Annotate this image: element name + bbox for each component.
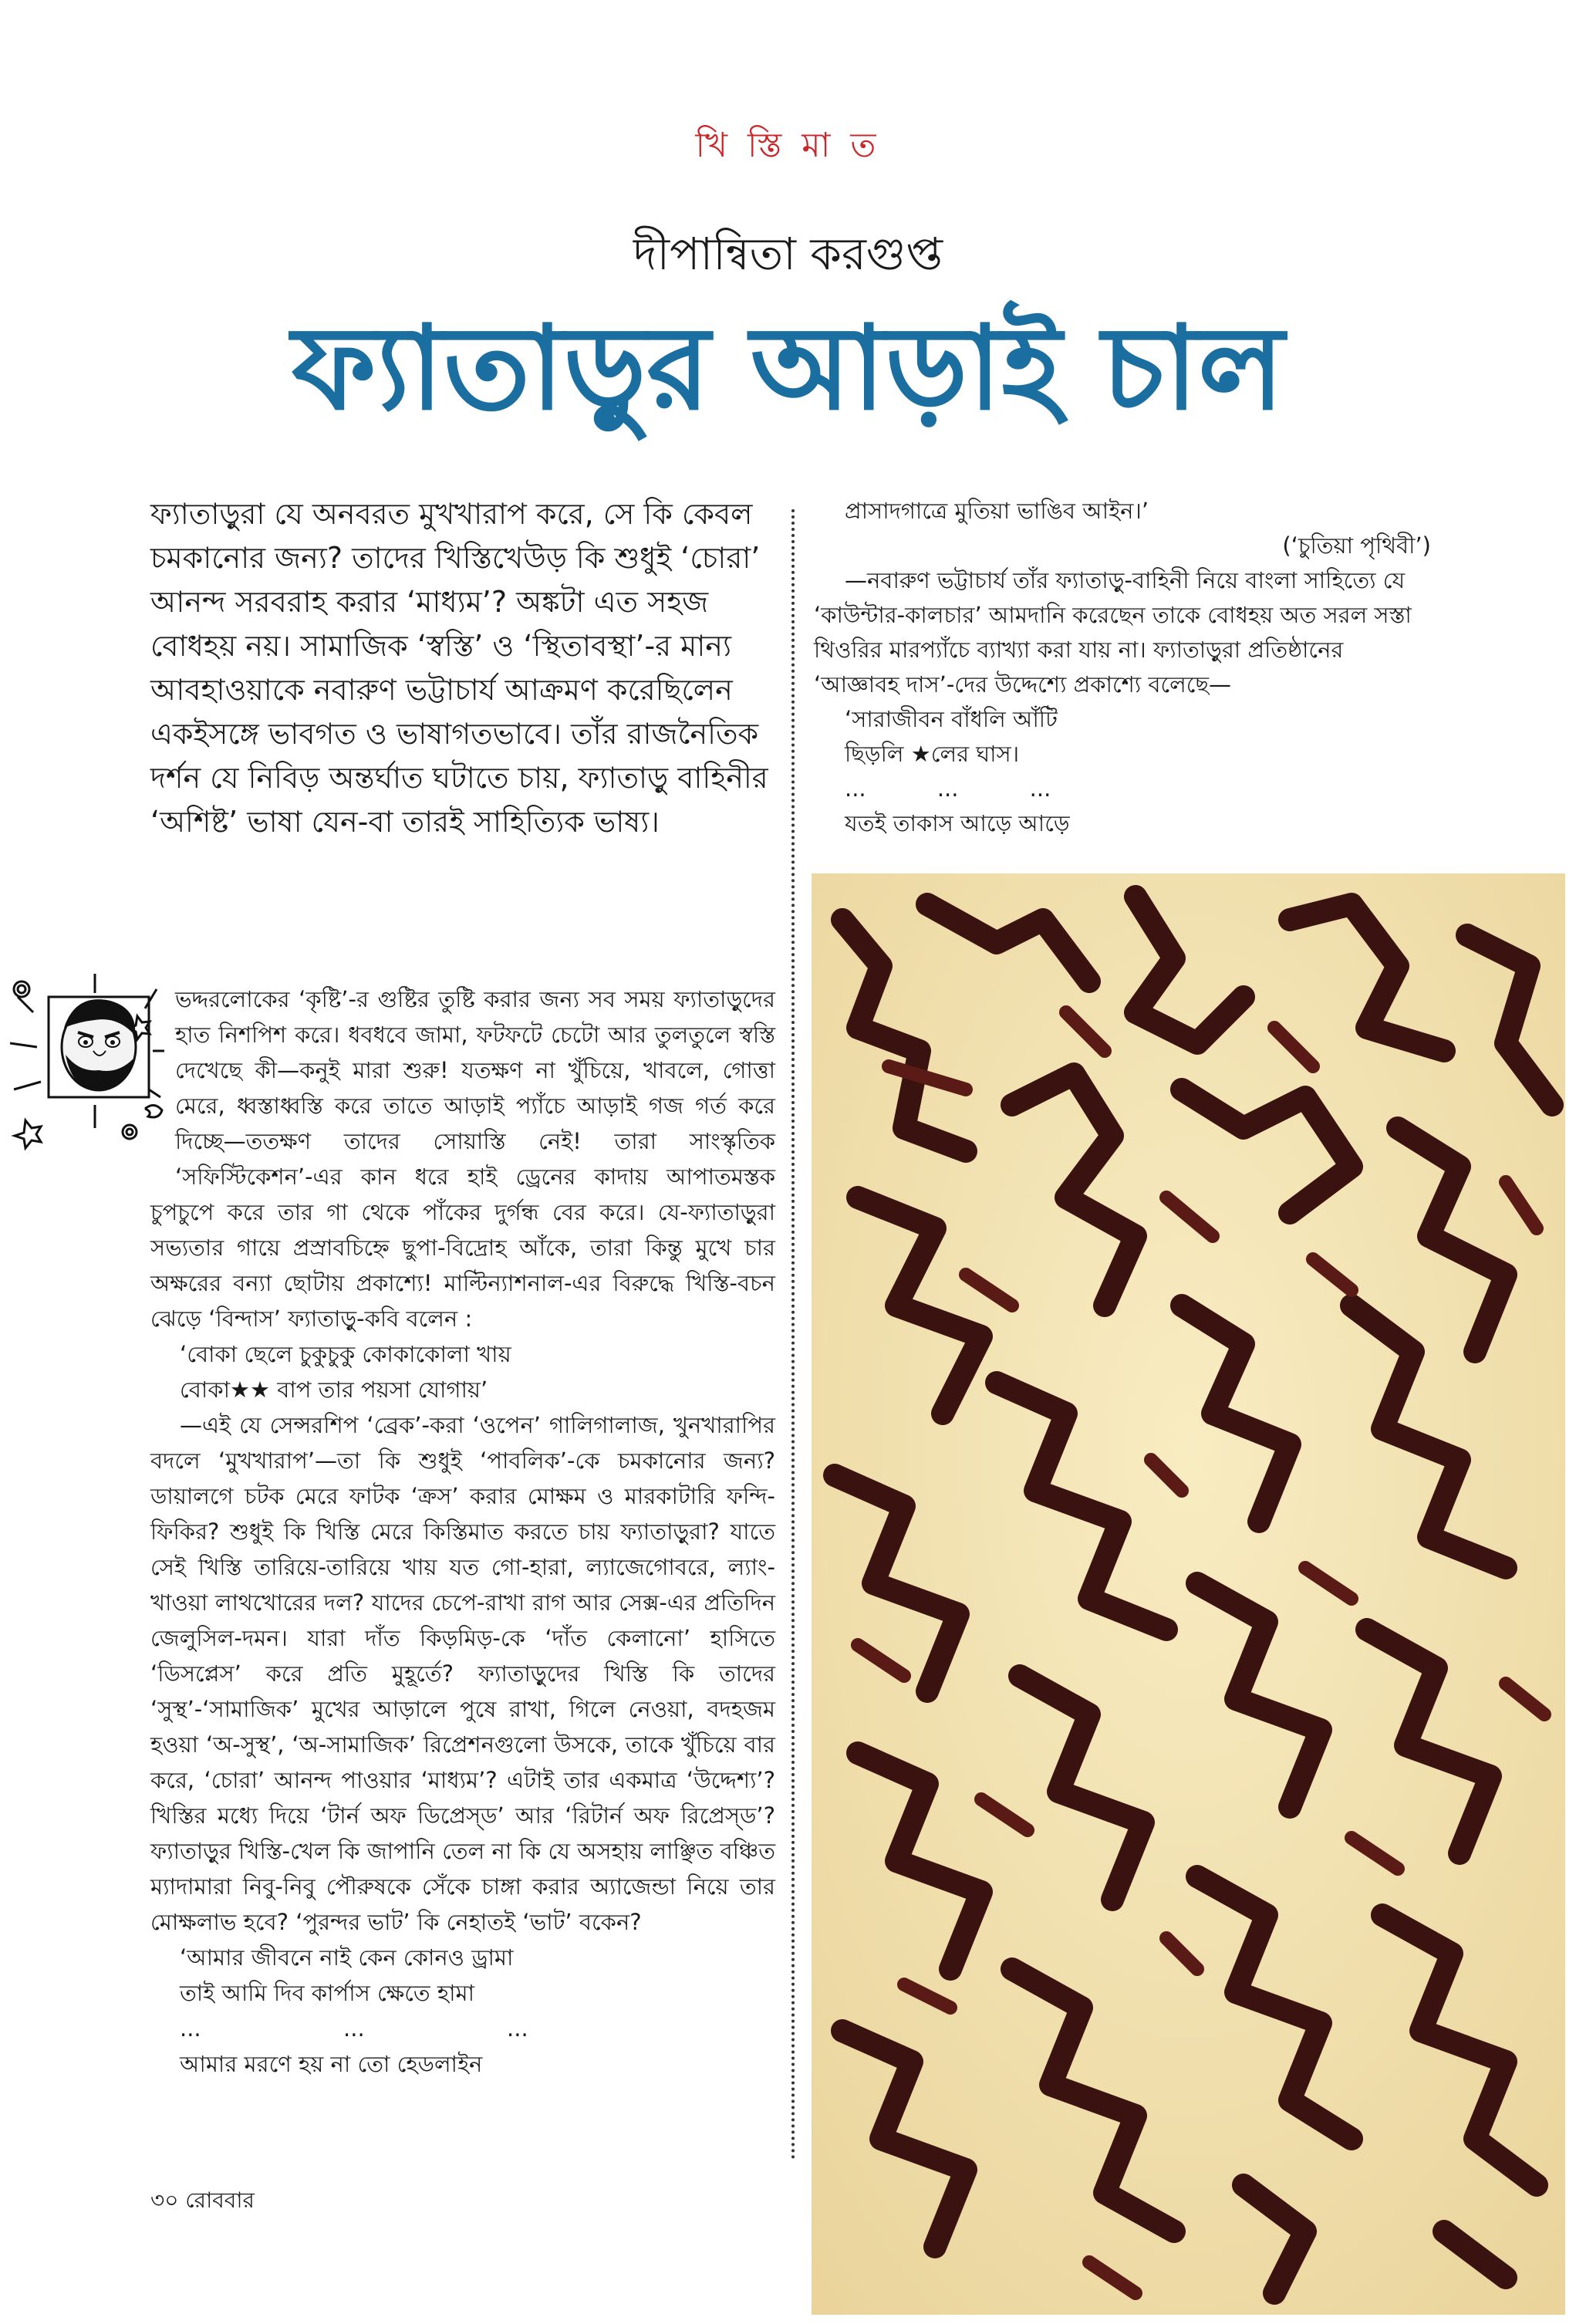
body-paragraph (150, 981, 775, 1336)
body-paragraph: —এই যে সেন্সরশিপ ‘ব্রেক’-করা ‘ওপেন’ গালিগালাজ, খুনখারাপির বদলে ‘মুখখারাপ’—তা কি শুধুই ‘পাবলিক’-কে চমকানোর জন্য? ডায়ালগে চটক মেরে ফাটক ‘ক্রস’ করার মোক্ষম ও মারকাটারি ফন্দি-ফিকির? শুধুই কি খিস্তি মেরে কিস্তিমাত করতে চায় ফ্যাতাড়ুরা? যাতে সেই খিস্তি তারিয়ে-তারিয়ে খায় যত গো-হারা, ল্যাজেগোবরে, ল্যাং-খাওয়া লাথখোরের দল? যাদের চেপে-রাখা রাগ আর সেক্স-এর প্রতিদিন জেলুসিল-দমন। যারা দাঁত কিড়মিড়-কে ‘দাঁত কেলানো’ হাসিতে ‘ডিসপ্লেস’ করে প্রতি মুহূর্তে? ফ্যাতাড়ুদের খিস্তি কি তাদের ‘সুস্থ’-‘সামাজিক’ মুখের আড়ালে পুষে রাখা, গিলে নেওয়া, বদহজম হওয়া ‘অ-সুস্থ’, ‘অ-সামাজিক’ রিপ্রেশনগুলো উসকে, তাকে খুঁচিয়ে বার করে, ‘চোরা’ আনন্দ পাওয়ার ‘মাধ্যম’? এটাই তার একমাত্র ‘উদ্দেশ্য’? খিস্তির মধ্যে দিয়ে ‘টার্ন অফ ডিপ্রেস্‌ড’ আর ‘রিটার্ন অফ রিপ্রেস্‌ড’? ফ্যাতাড়ুর খিস্তি-খেল কি জাপানি তেল না কি যে অসহায় লাঞ্ছিত বঞ্চিত ম্যাদামারা নিবু-নিবু পৌরুষকে সেঁকে চাঙ্গা করার অ্যাজেন্ডা নিয়ে তার মোক্ষলাভ হবে? ‘পুরন্দর ভাট’ কি নেহাতই ‘ভাট’ বকেন? (150, 1412, 775, 1935)
verse-line: ‘সারাজীবন বাঁধলি আঁটি (845, 706, 1058, 732)
right-column (814, 494, 1431, 841)
author-byline: দীপান্বিতা করগুপ্ত (633, 228, 943, 280)
article-title: ফ্যাতাড়ুর আড়াই চাল (292, 302, 1284, 436)
column-divider (791, 509, 795, 2160)
verse-line: ছিড়লি ★লের ঘাস। (845, 741, 1020, 767)
verse-line: আমার মরণে হয় না তো হেডলাইন (180, 2051, 483, 2077)
intro-standfirst (150, 492, 775, 844)
intro-text: ফ্যাতাড়ুরা যে অনবরত মুখখারাপ করে, সে কি কেবল চমকানোর জন্য? তাদের খিস্তিখেউড় কি শুধুই ‘চোরা’ আনন্দ সরবরাহ করার ‘মাধ্যম’? অঙ্কটা এত সহজ বোধহয় নয়। সামাজিক ‘স্বস্তি’ ও ‘স্থিতাবস্থা’-র মান্য আবহাওয়াকে নবারুণ ভট্টাচার্য আক্রমণ করেছিলেন একইসঙ্গে ভাবগত ও ভাষাগতভাবে। তাঁর রাজনৈতিক দর্শন যে নিবিড় অন্তর্ঘাত ঘটাতে চায়, ফ্যাতাড়ু বাহিনীর ‘অশিষ্ট’ ভাষা যেন-বা তারই সাহিত্যিক ভাষ্য। (150, 497, 768, 839)
quote-line: প্রাসাদগাত্রে মুতিয়া ভাঙিব আইন।’ (845, 498, 1149, 524)
verse-line: তাই আমি দিব কার্পাস ক্ষেতে হামা (180, 1980, 475, 2006)
page-folio: ৩০ রোববার (150, 2187, 255, 2213)
cartoon-illustration (10, 981, 164, 1190)
angry-man-cartoon-icon (2, 974, 172, 1182)
left-column (150, 981, 775, 2082)
verse-line: বোকা★★ বাপ তার পয়সা যোগায়’ (180, 1376, 488, 1403)
body-paragraph-text: ভদ্দরলোকের ‘কৃষ্টি’-র গুষ্টির তুষ্টি করার জন্য সব সময় ফ্যাতাড়ুদের হাত নিশপিশ করে। ধবধবে জামা, ফটফটে চেটো আর তুলতুলে স্বস্তি দেখেছে কী—কনুই মারা শুরু! যতক্ষণ না খুঁচিয়ে, খাবলে, গোত্তা মেরে, ধ্বস্তাধ্বস্তি করে তাতে আড়াই প্যাঁচে আড়াই গজ গর্ত করে দিচ্ছে—ততক্ষণ তাদের সোয়াস্তি নেই! তারা সাংস্কৃতিক ‘সফিস্টিকেশন’-এর কান ধরে হাই ড্রেনের কাদায় আপাতমস্তক চুপচুপে করে তার গা থেকে পাঁকের দুর্গন্ধ বের করে। যে-ফ্যাতাড়ুরা সভ্যতার গায়ে প্রস্রাবচিহ্নে ছুপা-বিদ্রোহ আঁকে, তারা কিন্তু মুখে চার অক্ষরের বন্যা ছোটায় প্রকাশ্যে! মাল্টিন্যাশনাল-এর বিরুদ্ধে খিস্তি-বচন ঝেড়ে ‘বিন্দাস’ ফ্যাতাড়ু-কবি বলেন : (150, 986, 775, 1332)
verse-ellipsis: ... ... ... (845, 775, 1051, 802)
verse-line: ‘আমার জীবনে নাই কেন কোনও ড্রামা (180, 1944, 514, 1971)
section-kicker: খি স্তি মা ত (695, 126, 881, 165)
verse-ellipsis: ... ... ... (180, 2015, 528, 2042)
abstract-figures-pattern (812, 873, 1565, 2315)
verse-line: ‘বোকা ছেলে চুকুচুকু কোকাকোলা খায় (180, 1341, 511, 1367)
keith-haring-style-artwork (812, 873, 1565, 2315)
quote-credit: (‘চুতিয়া পৃথিবী’) (1282, 532, 1431, 559)
verse-line: যতই তাকাস আড়ে আড়ে (845, 810, 1070, 836)
right-paragraph: —নবারুণ ভট্টাচার্য তাঁর ফ্যাতাড়ু-বাহিনী নিয়ে বাংলা সাহিত্যে যে ‘কাউন্টার-কালচার’ আমদানি করেছেন তাকে বোধহয় অত সরল সস্তা থিওরির মারপ্যাঁচে ব্যাখ্যা করা যায় না। ফ্যাতাড়ুরা প্রতিষ্ঠানের ‘আজ্ঞাবহ দাস’-দের উদ্দেশ্যে প্রকাশ্যে বলেছে— (814, 567, 1412, 698)
